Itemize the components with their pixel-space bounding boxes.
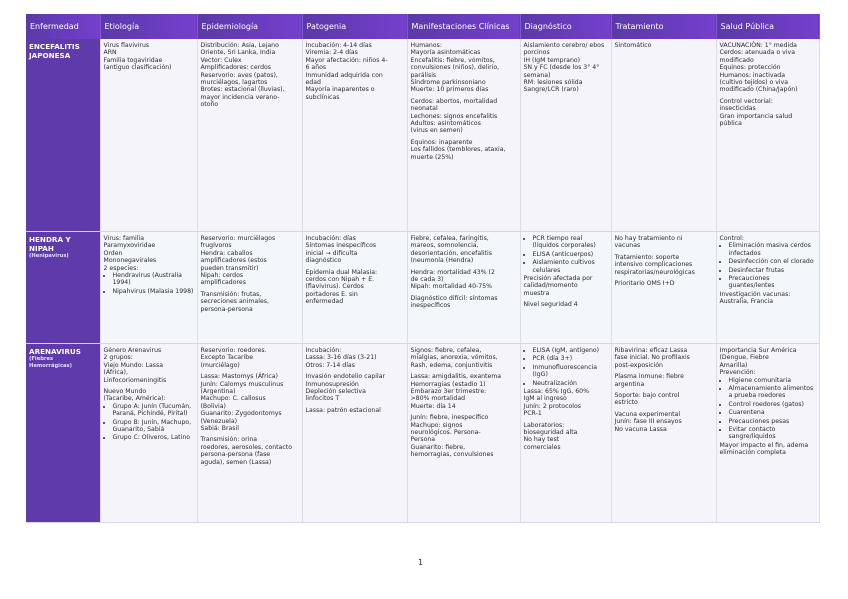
cell-text-line: otoño (200, 101, 219, 109)
list-item: • Desinfectar frutas (729, 267, 816, 274)
cell-text-line: Inmunidad adquirida con (305, 71, 383, 79)
cell-etiologia (100, 39, 197, 232)
cell-text-line: Otros: 7-14 días (305, 361, 355, 369)
cell-text-line: inespecíficos (410, 302, 451, 310)
cell-text-line: Guanarito: fiebre, (410, 443, 466, 451)
cell-text-line: Brotes: estacional (lluvias), (200, 86, 285, 94)
header-epidemiologia: Epidemiología (197, 14, 302, 39)
list-item: • PCR tiempo real (líquidos corporales) (533, 235, 608, 250)
cell-text-line: Plasma inmune: fiebre (614, 373, 684, 381)
header-tratamiento: Tratamiento (611, 14, 716, 39)
disease-name-cell (26, 344, 100, 523)
cell-diagnostico (520, 232, 611, 344)
cell-text-line: Orden (103, 249, 123, 257)
cell-text-line: Reservorio: murciélagos (200, 235, 276, 242)
cell-text-line: vacunas (614, 242, 641, 250)
cell-text-line: neurológicos. Persona- (410, 429, 481, 437)
cell-text-line: intensivo complicaciones (614, 261, 693, 269)
cell-text-line: fase inicial. No profilaxis (614, 354, 690, 362)
cell-text-line: Signos: fiebre, cefalea, (410, 347, 482, 354)
cell-text-line: Mayor impacto el fin, adema (719, 441, 809, 449)
cell-text-line: 6 años (305, 64, 327, 72)
list-item: • Inmunofluorescencia (IgG) (533, 364, 608, 379)
cell-text-line: Epidemia dual Malasia: (305, 268, 378, 276)
cell-text-line: PCR-1 (523, 410, 542, 418)
cell-text-line: (virus en semen) (410, 127, 463, 135)
cell-text-line: Prevención: (719, 369, 756, 377)
cell-text-line: Incubación: días (305, 235, 356, 242)
cell-text-line: parálisis (410, 71, 437, 79)
list-item: • Higiene comunitaria (729, 377, 816, 384)
cell-tratamiento (611, 39, 716, 232)
list-item: • PCR (día 3+) (533, 355, 608, 362)
cell-text-line: subclínicas (305, 93, 340, 101)
cell-text-line: Junín: fase III ensayos (614, 418, 682, 426)
cell-text-line: (antiguo clasificación) (103, 64, 172, 72)
cell-text-line: Gran importancia salud (719, 112, 793, 120)
cell-text-line: Viremia: 2-4 días (305, 49, 358, 57)
cell-text-line: calidad/momento (523, 282, 578, 290)
cell-text-line: IgM al ingreso (523, 395, 567, 403)
cell-text-line: IH (IgM temprano) (523, 56, 581, 64)
cell-text-line: Junín: fiebre, inespecífico (410, 414, 489, 422)
cell-text-line: Precisión afectada por (523, 275, 593, 283)
cell-text-line: diagnóstico (305, 257, 342, 265)
cell-text-line: post-exposición (614, 361, 663, 369)
cell-text-line: Incubación: (305, 347, 342, 354)
cell-text-line: (África), (103, 369, 128, 377)
cell-patogenia (302, 39, 407, 232)
cell-text-line: Reservorio: aves (patos), (200, 71, 278, 79)
cell-text-line: Hemorragias (estadio 1) (410, 380, 486, 388)
table-row (26, 39, 819, 232)
list-item: • Grupo C: Oliveros, Latino (113, 434, 194, 441)
cell-text-line: 2 grupos: (103, 354, 133, 362)
cell-text-line: Mayoría asintomáticas (410, 49, 481, 57)
cell-text-line: SN y FC (desde los 3° 4° semana) (523, 64, 600, 79)
cell-text-line: persona-persona (200, 305, 253, 313)
list-item: • Cuarentena (729, 409, 816, 416)
list-item: • Almacenamiento alimentos a prueba roedores (729, 385, 816, 400)
disease-subtitle: (Henipavirus) (29, 253, 69, 259)
cell-text-line: Lassa: amigdalitis, exantema (410, 373, 502, 381)
disease-name-cell (26, 39, 100, 232)
cell-text-line: (Argentina) (200, 388, 236, 396)
cell-text-line: No vacuna Lassa (614, 425, 667, 433)
cell-text-line: Investigación vacunas: (719, 290, 791, 298)
cell-text-line: de cada 3) (410, 276, 444, 284)
list-item: • Grupo B: Junín, Machupo, Guanarito, Sabiá (113, 419, 194, 434)
cell-text-line: cerdos con Nipah + E. (305, 276, 375, 284)
cell-text-line: desorientación, encefalitis (410, 249, 492, 257)
cell-text-line: pública (719, 120, 742, 128)
cell-text-line: Síndrome parkinsoniano (410, 79, 486, 87)
cell-text-line: Vacuna experimental (614, 410, 681, 418)
cell-diagnostico (520, 344, 611, 523)
cell-text-line: Lassa: 3-16 días (3-21) (305, 354, 377, 362)
cell-text-line: bioseguridad alta (523, 429, 578, 437)
cell-text-line: aguda), semen (Lassa) (200, 458, 272, 466)
table-row (26, 344, 819, 523)
cell-text-line: Inmunosupresión (305, 380, 359, 388)
cell-text-line: (Dengue, Fiebre (719, 354, 769, 362)
disease-table-sheet (26, 14, 819, 523)
cell-text-line: Equinos: inaparente (410, 138, 473, 146)
cell-text-line: Tratamiento: soporte (614, 253, 680, 261)
cell-text-line: Nuevo Mundo (103, 388, 147, 396)
cell-text-line: mayor incidencia verano- (200, 93, 280, 101)
cell-text-line: (flavivirus). Cerdos (305, 283, 364, 291)
cell-text-line: No hay test (523, 436, 560, 444)
cell-epidemiologia (197, 39, 302, 232)
list-item: • Aislamiento cultivos celulares (533, 259, 608, 274)
cell-text-line: convulsiones (niños), delirio, (410, 64, 500, 72)
cell-tratamiento (611, 232, 716, 344)
cell-text-line: (Bolivia) (200, 402, 226, 410)
cell-text-line: Importancia Sur América (719, 347, 797, 354)
cell-text-line: Amarilla) (719, 361, 748, 369)
bullet-list (104, 272, 194, 295)
cell-etiologia (100, 344, 197, 523)
cell-text-line: Incubación: 4-14 días (305, 42, 372, 49)
cell-text-line: Fiebre, cefalea, faringitis, (410, 235, 489, 242)
cell-text-line: insecticidas (719, 105, 756, 113)
cell-text-line: Virus: familia (103, 235, 145, 242)
cell-text-line: Cerdos: atenuada o viva (719, 49, 795, 57)
cell-text-line: Guanarito: Zygodontomys (200, 410, 282, 418)
cell-text-line: Oriente, Sri Lanka, India (200, 49, 276, 57)
cell-text-line: Reservorio: roedores. (200, 347, 267, 354)
cell-text-line: estricto (614, 399, 638, 407)
bullet-list (720, 242, 816, 289)
cell-text-line: Distribución: Asia, Lejano (200, 42, 279, 49)
cell-text-line: Vector: Culex (200, 56, 242, 64)
cell-epidemiologia (197, 232, 302, 344)
list-item: • Desinfección con el clorado (729, 258, 816, 265)
cell-text-line: No hay tratamiento ni (614, 235, 683, 242)
cell-text-line: Mononegavirales (103, 257, 157, 265)
cell-text-line: RM: lesiones sólida (523, 79, 583, 87)
cell-text-line: Machupo: signos (410, 421, 463, 429)
cell-diagnostico (520, 39, 611, 232)
cell-text-line: Encefalitis: fiebre, vómitos, (410, 56, 495, 64)
cell-text-line: (neumonía (Hendra) (410, 257, 474, 265)
cell-text-line: Australia, Francia (719, 298, 774, 306)
cell-text-line: enfermedad (305, 298, 344, 306)
cell-text-line: Género Arenavirus (103, 347, 162, 354)
cell-text-line: >80% mortalidad (410, 395, 466, 403)
cell-text-line: Machupo: C. callosus (200, 395, 266, 403)
cell-text-line: linfocitos T (305, 395, 340, 403)
list-item: • Evitar contacto sangre/líquidos (729, 426, 816, 441)
cell-text-line: pueden transmitir) (200, 264, 259, 272)
cell-text-line: mialgias, anorexia, vómitos, (410, 354, 498, 362)
header-patogenia: Patogenia (302, 14, 407, 39)
cell-etiologia (100, 232, 197, 344)
cell-text-line: Los fallidos (temblores, ataxia, (410, 146, 506, 154)
cell-text-line: Invasión endotelio capilar (305, 373, 386, 381)
cell-text-line: Humanos: (410, 42, 442, 49)
cell-text-line: secreciones animales, (200, 298, 269, 306)
cell-text-line: Sangre/LCR (raro) (523, 86, 579, 94)
cell-text-line: Prioritario OMS I+D (614, 280, 675, 288)
bullet-list (524, 235, 608, 274)
cell-text-line: ARN (103, 49, 117, 57)
cell-tratamiento (611, 344, 716, 523)
cell-text-line: Rash, edema, conjuntivitis (410, 361, 493, 369)
header-enfermedad: Enfermedad (26, 14, 100, 39)
cell-text-line: Control vectorial: (719, 97, 773, 105)
cell-text-line: argentina (614, 380, 645, 388)
disease-name: ENCEFALITIS JAPONESA (29, 42, 80, 60)
cell-text-line: Ribavirina: eficaz Lassa (614, 347, 688, 354)
cell-text-line: Lassa: 65% IgG, 60% (523, 388, 589, 396)
list-item: • ELISA (anticuerpos) (533, 251, 608, 258)
list-item: • Grupo A: Junín (Tucumán, Paraná, Pichindé, Pirital) (113, 403, 194, 418)
table-row (26, 232, 819, 344)
cell-text-line: 2 especies: (103, 264, 139, 272)
list-item: • Control roedores (gatos) (729, 401, 816, 408)
cell-text-line: amplificadores (200, 279, 246, 287)
disease-table (26, 14, 820, 523)
cell-text-line: Depleción selectiva (305, 388, 366, 396)
cell-text-line: Transmisión: frutas, (200, 290, 262, 298)
bullet-list (104, 403, 194, 442)
header-salud-publica: Salud Pública (716, 14, 819, 39)
cell-text-line: mareos, somnolencia, (410, 242, 479, 250)
disease-subtitle: (Fiebres Hemorrágicas) (29, 356, 72, 369)
cell-text-line: respiratorias/neurológicas (614, 268, 695, 276)
disease-name: HENDRA Y NIPAH (29, 235, 71, 253)
disease-name-cell (26, 232, 100, 344)
cell-patogenia (302, 232, 407, 344)
cell-text-line: Soporte: bajo control (614, 392, 680, 400)
cell-text-line: Sintomático (614, 42, 652, 49)
header-diagnostico: Diagnóstico (520, 14, 611, 39)
cell-text-line: VACUNACIÓN: 1° medida (719, 42, 797, 49)
cell-text-line: Cerdos: abortos, mortalidad (410, 97, 498, 105)
cell-text-line: Equinos: protección (719, 64, 781, 72)
cell-text-line: murciélagos, lagartos (200, 79, 268, 87)
cell-text-line: Control: (719, 235, 744, 242)
cell-text-line: muestra (523, 289, 550, 297)
cell-text-line: Lassa: patrón estacional (305, 406, 381, 414)
cell-text-line: Paramyxoviridae (103, 242, 156, 250)
cell-text-line: Nipah: cerdos (200, 272, 244, 280)
cell-text-line: Excepto Tacaribe (200, 354, 254, 362)
cell-text-line: Síntomas inespecíficos (305, 242, 377, 250)
cell-text-line: Laboratorios: (523, 421, 565, 429)
cell-text-line: Humanos: inactivada (719, 71, 786, 79)
cell-text-line: Muerte: 10 primeros días (410, 86, 489, 94)
list-item: • Nipahvirus (Malasia 1998) (113, 288, 194, 295)
cell-text-line: (cultivo tejidos) o viva (719, 79, 789, 87)
cell-text-line: Junín: Calomys musculinus (200, 380, 284, 388)
cell-text-line: Aislamiento cerebro/ ebos porcinos (523, 42, 605, 57)
cell-text-line: (murciélago) (200, 361, 240, 369)
cell-salud (716, 344, 819, 523)
cell-salud (716, 39, 819, 232)
cell-text-line: modificado (China/Japón) (719, 86, 798, 94)
bullet-list (524, 347, 608, 387)
cell-manifestaciones (407, 39, 520, 232)
cell-text-line: Hendra: caballos (200, 249, 253, 257)
cell-text-line: modificado (719, 56, 754, 64)
cell-text-line: roedores, aerosoles, contacto (200, 443, 293, 451)
cell-patogenia (302, 344, 407, 523)
cell-text-line: Mayoría inaparentes o (305, 86, 375, 94)
header-manifestaciones: Manifestaciones Clínicas (407, 14, 520, 39)
list-item: • Neutralización (533, 380, 608, 387)
cell-text-line: (Tacaribe, América): (103, 395, 166, 403)
list-item: • ELISA (IgM, antígeno) (533, 347, 608, 354)
cell-manifestaciones (407, 232, 520, 344)
cell-text-line: Persona (410, 436, 436, 444)
cell-text-line: Transmisión: orina (200, 436, 258, 444)
cell-epidemiologia (197, 344, 302, 523)
list-item: • Precauciones pesas (729, 418, 816, 425)
cell-salud (716, 232, 819, 344)
cell-text-line: Hendra: mortalidad 43% (2 (410, 268, 495, 276)
list-item: • Precauciones guantes/lentes (729, 275, 816, 290)
cell-text-line: portadores E. sin (305, 290, 358, 298)
cell-text-line: Viejo Mundo: Lassa (103, 361, 164, 369)
cell-text-line: hemorragias, convulsiones (410, 451, 494, 459)
cell-text-line: Amplificadores: cerdos (200, 64, 272, 72)
cell-text-line: Lassa: Mastomys (África) (200, 373, 278, 381)
cell-text-line: Familia togaviridae (103, 56, 163, 64)
cell-text-line: neonatal (410, 105, 438, 113)
cell-text-line: Nipah: mortalidad 40-75% (410, 283, 493, 291)
cell-text-line: Virus flavivirus (103, 42, 150, 49)
cell-text-line: Lechones: signos encefalitis (410, 112, 498, 120)
bullet-list (720, 377, 816, 441)
page-number: 1 (418, 558, 424, 567)
cell-text-line: frugívoros (200, 242, 232, 250)
cell-text-line: Mayor afectación: niños 4- (305, 56, 388, 64)
cell-manifestaciones (407, 344, 520, 523)
cell-text-line: inicial → dificulta (305, 249, 358, 257)
cell-text-line: eliminación completa (719, 449, 786, 457)
list-item: • Hendravirus (Australia 1994) (113, 272, 194, 287)
cell-text-line: (Venezuela) (200, 417, 238, 425)
cell-text-line: edad (305, 79, 321, 87)
table-header-row (26, 14, 819, 39)
cell-text-line: amplificadores (estos (200, 257, 267, 265)
cell-text-line: muerte (25%) (410, 153, 454, 161)
disease-name: ARENAVIRUS (29, 347, 81, 356)
cell-text-line: Diagnóstico difícil: síntomas (410, 294, 498, 302)
cell-text-line: comerciales (523, 443, 561, 451)
cell-text-line: persona-persona (fase (200, 451, 271, 459)
cell-text-line: Junín: 2 protocolos (523, 402, 582, 410)
cell-text-line: Muerte: día 14 (410, 402, 456, 410)
cell-text-line: Nivel seguridad 4 (523, 301, 578, 309)
cell-text-line: Sabiá: Brasil (200, 425, 239, 433)
cell-text-line: Linfocoriomeningitis (103, 376, 167, 384)
cell-text-line: Adultos: asintomáticos (410, 120, 481, 128)
header-etiologia: Etiología (100, 14, 197, 39)
list-item: • Eliminación masiva cerdos infectados (729, 242, 816, 257)
cell-text-line: Embarazo 3er trimestre: (410, 388, 487, 396)
